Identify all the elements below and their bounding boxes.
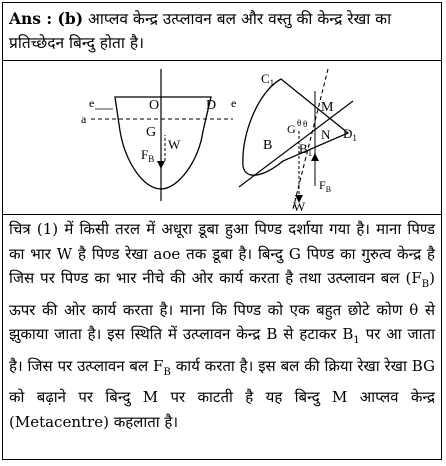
label-d: D <box>206 98 217 113</box>
label-w: W <box>168 137 181 152</box>
label-n: N <box>321 127 331 142</box>
answer-prefix: Ans : (b) <box>9 9 84 28</box>
label-theta-2: θ <box>303 119 308 129</box>
label-g2: G <box>287 122 296 136</box>
para2-text: माना कि पिण्ड को एक बहुत छोटे कोण θ से झुकाया जाता है। इस स्थिति में उत्प्लावन केन्द्र B से हटाकर B <box>9 300 435 343</box>
label-theta-1: θ <box>297 118 302 128</box>
figure-1 <box>81 69 236 201</box>
para2-sub2: B <box>163 366 171 378</box>
label-w2: W <box>293 199 306 214</box>
para1-sub: B <box>421 279 430 290</box>
figure-2 <box>239 69 357 214</box>
label-fb2: $F_B$ <box>319 178 332 194</box>
label-a: a <box>81 112 87 126</box>
figures-svg <box>3 61 441 214</box>
body-outline-1 <box>115 97 211 189</box>
explanation-text <box>3 214 441 461</box>
label-c1: $C_1$ <box>261 71 275 88</box>
label-e-right: e <box>231 96 237 110</box>
answer-box <box>2 2 442 460</box>
label-d1: $D_1$ <box>343 126 357 143</box>
label-m: M <box>321 100 334 115</box>
label-b: B <box>263 138 273 153</box>
label-fb: $F_B$ <box>141 147 155 164</box>
label-b1: $B_1$ <box>299 141 313 158</box>
label-e-left: e <box>89 96 95 110</box>
answer-text: आप्लव केन्द्र उत्प्लावन बल और वस्तु की केन्द्र रेखा का प्रतिच्छेदन बिन्दु होता है। <box>9 10 392 52</box>
para2-sub: 1 <box>353 335 360 346</box>
para1-text: चित्र (1) में किसी तरल में अधूरा डूबा हुआ पिण्ड दर्शाया गया है। माना पिण्ड का भार W है पिण्ड रेखा aoe तक डूबा है। बिन्दु G पिण्ड का गुरुत्व केन्द्र है जिस पर पिण्ड का भार नीचे की ओर कार्य करता है तथा उत्प्लावन बल (F <box>9 220 435 287</box>
label-o: O <box>149 98 160 113</box>
para2-c: कार्य करता है। इस बल की क्रिया रेखा रेखा BG को बढ़ाने पर बिन्दु M पर काटती है यह बिन्दु M आप्लव केन्द्र (Metacentre) कहलाता है। <box>9 356 435 431</box>
figure-row <box>3 61 441 215</box>
water-line-2 <box>239 101 353 187</box>
para2-b: पर आ जाता है। जिस पर उत्प्लावन बल F <box>9 325 435 375</box>
answer-row <box>3 3 441 61</box>
para1-end: ) ऊपर की ओर कार्य करता है। <box>9 269 435 319</box>
label-g: G <box>146 125 157 140</box>
